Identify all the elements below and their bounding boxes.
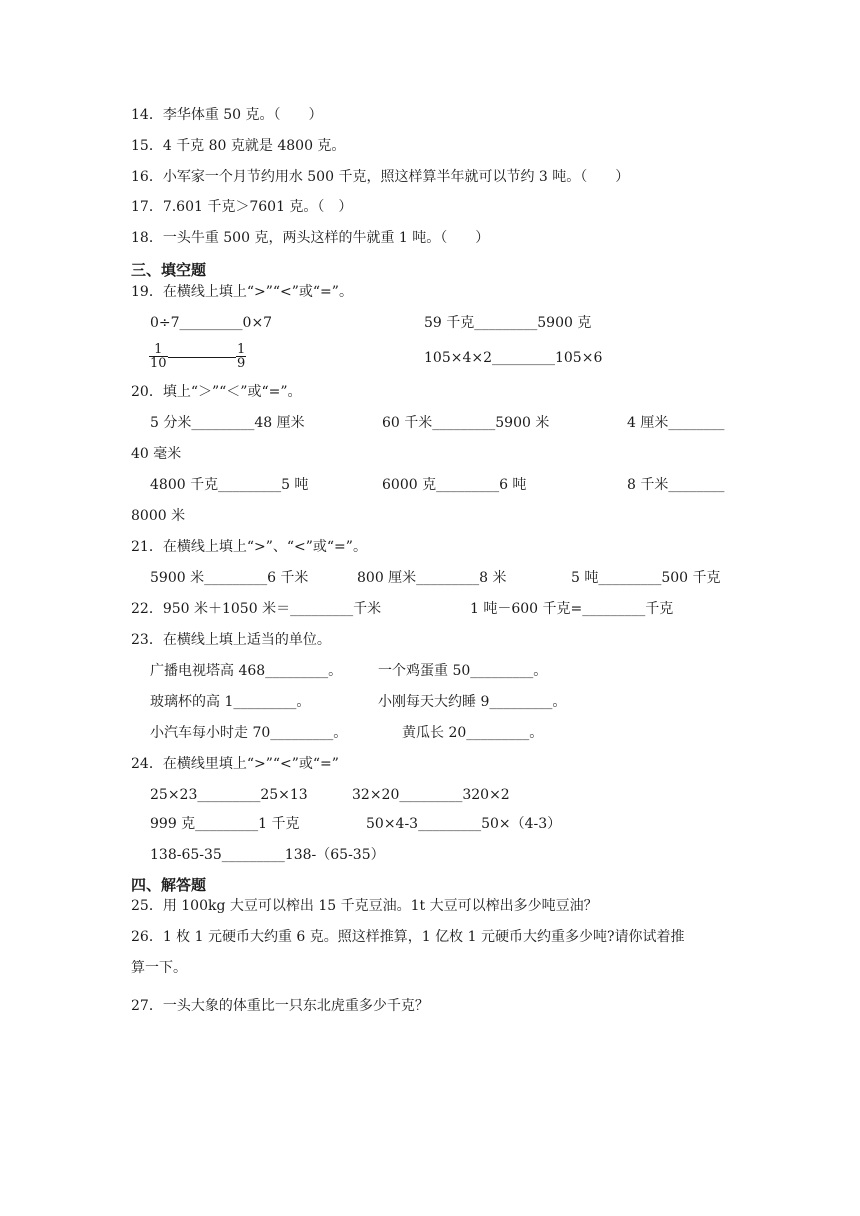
- question-24-d: 50×4-3_________50×（4-3）: [366, 816, 562, 832]
- question-21-c: 5 吨_________500 千克: [571, 570, 721, 586]
- question-21-stem: 21．在横线上填上“>”、“<”或“=”。: [131, 539, 367, 555]
- question-23-stem: 23．在横线上填上适当的单位。: [131, 632, 331, 648]
- question-21-a: 5900 米_________6 千米: [150, 570, 309, 586]
- question-26-line2: 算一下。: [131, 960, 187, 976]
- question-16: 16．小军家一个月节约用水 500 千克，照这样算半年就可以节约 3 吨。（ ）: [131, 169, 630, 185]
- question-23-b: 一个鸡蛋重 50_________。: [378, 663, 548, 679]
- question-21-b: 800 厘米_________8 米: [357, 570, 507, 586]
- question-20-r1a: 5 分米_________48 厘米: [150, 415, 305, 431]
- question-14: 14．李华体重 50 克。（ ）: [131, 107, 323, 123]
- question-23-e: 小汽车每小时走 70_________。: [150, 725, 348, 741]
- question-20-r1b: 60 千米_________5900 米: [382, 415, 550, 431]
- section-title-answer: 四、解答题: [131, 876, 207, 894]
- question-17: 17．7.601 千克＞7601 克。（ ）: [131, 199, 353, 215]
- question-22-b: 1 吨－600 千克=_________千克: [470, 601, 674, 617]
- question-20-r2b: 6000 克_________6 吨: [382, 477, 527, 493]
- question-19-stem: 19．在横线上填上“>”“<”或“=”。: [131, 284, 353, 300]
- section-title-fill-blank: 三、填空题: [131, 261, 207, 279]
- question-19-c-blank: [168, 357, 236, 358]
- question-23-a: 广播电视塔高 468_________。: [150, 663, 343, 679]
- question-19-a: 0÷7_________0×7: [150, 315, 273, 331]
- question-24-stem: 24．在横线里填上“>”“<”或“=”: [131, 756, 339, 772]
- question-19-d: 105×4×2_________105×6: [424, 350, 603, 366]
- question-24-c: 999 克_________1 千克: [150, 816, 300, 832]
- question-26-line1: 26．1 枚 1 元硬币大约重 6 克。照这样推算，1 亿枚 1 元硬币大约重多少吨?请你试着推: [131, 929, 685, 945]
- fraction-1-9: 1 9: [237, 342, 246, 371]
- question-24-b: 32×20_________320×2: [352, 787, 510, 803]
- question-18: 18．一头牛重 500 克，两头这样的牛就重 1 吨。（ ）: [131, 230, 490, 246]
- question-20-r2c-cont: 8000 米: [131, 508, 186, 524]
- question-27: 27．一头大象的体重比一只东北虎重多少千克？: [131, 998, 429, 1014]
- question-19-b: 59 千克_________5900 克: [424, 315, 592, 331]
- question-23-c: 玻璃杯的高 1_________。: [150, 694, 311, 710]
- question-20-r1c-cont: 40 毫米: [131, 446, 182, 462]
- question-20-r2c: 8 千米________: [627, 477, 725, 493]
- question-22-a: 22．950 米＋1050 米＝_________千米: [131, 601, 382, 617]
- question-20-stem: 20．填上“＞”“＜”或“=”。: [131, 384, 302, 400]
- question-24-e: 138-65-35_________138-（65-35）: [150, 847, 385, 863]
- question-24-a: 25×23_________25×13: [150, 787, 308, 803]
- question-25: 25．用 100kg 大豆可以榨出 15 千克豆油。1t 大豆可以榨出多少吨豆油？: [131, 898, 598, 914]
- fraction-1-10: 1 10: [150, 342, 167, 371]
- question-23-f: 黄瓜长 20_________。: [402, 725, 544, 741]
- question-20-r1c: 4 厘米________: [627, 415, 725, 431]
- question-20-r2a: 4800 千克_________5 吨: [150, 477, 309, 493]
- question-15: 15．4 千克 80 克就是 4800 克。: [131, 138, 346, 154]
- question-23-d: 小刚每天大约睡 9_________。: [378, 694, 567, 710]
